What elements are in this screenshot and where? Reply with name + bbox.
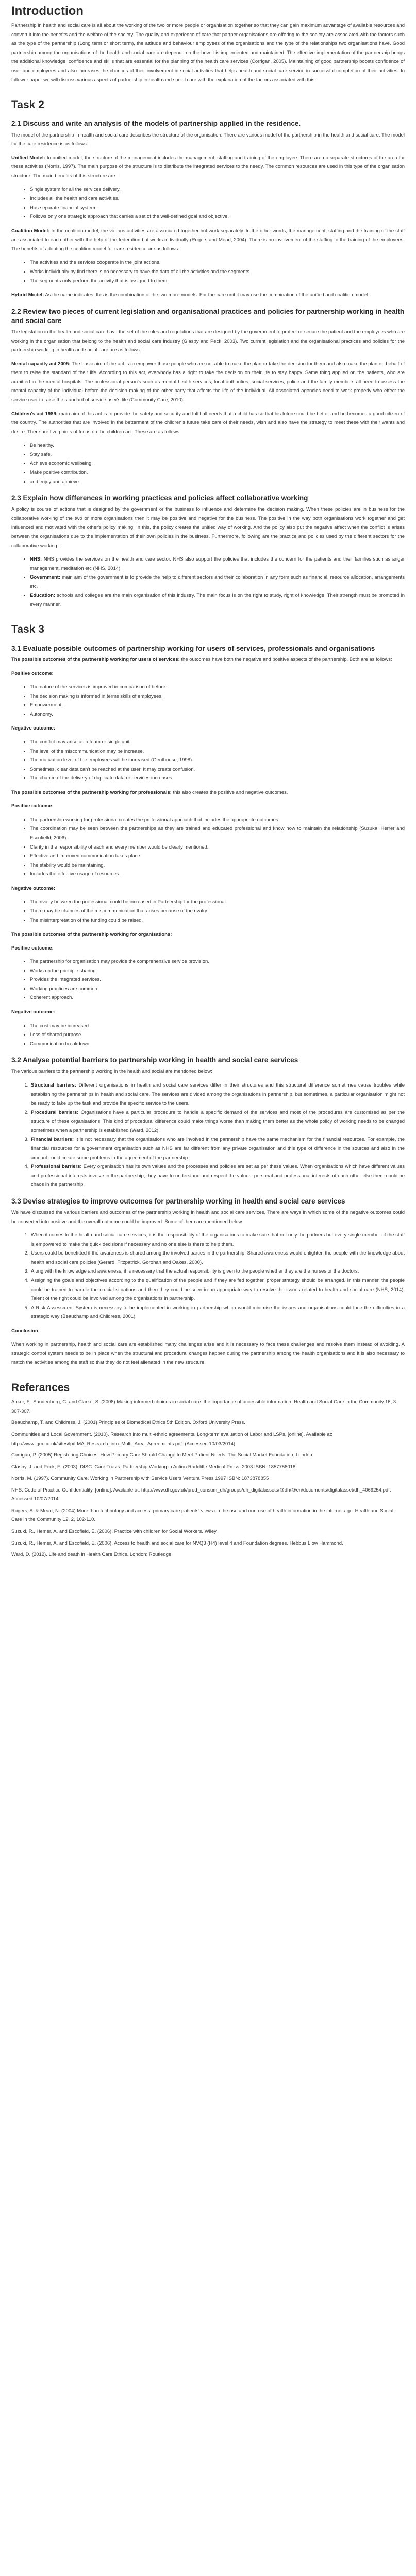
users-outcomes-intro	[11, 655, 405, 665]
section-3-2-intro: The various barriers to the partnership working in the health and social are mentioned below:	[11, 1069, 212, 1075]
section-2-1-heading: 2.1 Discuss and write an analysis of the models of partnership applied in the residence.	[11, 120, 301, 128]
list-item: 3. Along with the knowledge and awareness, it is necessary that the actual responsibility is given to the people whether they are the nurses or the doctors.	[30, 1267, 405, 1276]
list-item: • Empowerment.	[30, 701, 405, 710]
list-item: • and enjoy and achieve.	[30, 478, 405, 487]
conclusion-paragraph: When working in partnership, health and social care are established many challenges arise and it is necessary to face these challenges and resolve them instead of avoiding. A strategic control system needs to be in place when the structural and procedural changes happen during the partnership among the health organisations and it is also necessary to match the activities among the staff so that they do not feel alienated in the new structure.	[11, 1342, 405, 1366]
reference-item: Corrigan, P. (2005) Registering Choices: How Primary Care Should Change to Meet Patient Needs. The Social Market Foundation, London.	[11, 1452, 314, 1459]
list-item: • The activities and the services cooperate in the joint actions.	[30, 258, 405, 267]
list-item: • Make positive contribution.	[30, 468, 405, 478]
list-item: • The segments only perform the activity that is assigned to them.	[30, 277, 405, 286]
list-item-term: Professional barriers:	[31, 1164, 82, 1170]
users-outcomes-text: the outcomes have both the negative and positive aspects of the partnership. Both are as follows:	[179, 657, 392, 663]
list-item: • Autonomy.	[30, 710, 405, 719]
professionals-outcomes-text: this also creates the positive and negative outcomes.	[171, 789, 288, 795]
list-item-term: Financial barriers:	[31, 1137, 74, 1143]
section-3-2-heading: 3.2 Analyse potential barriers to partnership working in health and social care services	[11, 1056, 298, 1064]
professionals-positive-heading: Positive outcome:	[11, 803, 54, 809]
list-item-term: Education:	[30, 592, 56, 599]
section-3-3-intro: We have discussed the various barriers and outcomes of the partnership working in health and social care services. There are ways in which some of the negative outcomes could be converted into positive and the overall outcome could be improved. Some of them are mentioned below:	[11, 1210, 405, 1225]
list-item: • Sometimes, clear data can't be reached at the user. It may create confusion.	[30, 765, 405, 774]
list-item-text: schools and colleges are the main organisation of this industry. The main focus is on the right to study, right of knowledge. Their strength must be promoted in every manner.	[30, 592, 405, 607]
professionals-negative-list	[11, 897, 405, 925]
list-item: • Works on the principle sharing.	[30, 967, 405, 976]
list-item: 1. When it comes to the health and social care services, it is the responsibility of the organisations to make sure that not only the partners but every single member of the staff is empowered to make the quick decisions if necessary and no one else is there to help them.	[30, 1231, 405, 1249]
childrens-act-text: main aim of this act is to provide the safety and security and fulfil all needs that a child has so that his future could be better and he becomes a good citizen of the country. The authorities that are involved in the betterment of the children's future take care of their needs, wish and also have the strategy to meet these with their wants and desire. There are five points of focus on the children act. These are as follows:	[11, 411, 405, 435]
list-item: • The cost may be increased.	[30, 1022, 405, 1031]
barriers-list	[11, 1081, 405, 1190]
organisations-positive-list	[11, 957, 405, 1003]
list-item	[30, 1108, 405, 1136]
list-item: • Effective and improved communication takes place.	[30, 852, 405, 861]
section-2-3-heading: 2.3 Explain how differences in working practices and policies affect collaborative working	[11, 494, 308, 502]
list-item: • Includes the effective usage of resources.	[30, 870, 405, 879]
list-item-term: Structural barriers:	[31, 1082, 76, 1089]
list-item: • Communication breakdown.	[30, 1040, 405, 1049]
list-item-text: Different organisations in health and social care services differ in their structures and this structural difference sometimes cause troubles while establishing the partnerships in health and social care. The services are divided among the organisations in partnership, but sometimes, a particular organisation might not be ready to take up the task and provide the specific service to the users.	[31, 1082, 405, 1107]
list-item-term: NHS:	[30, 556, 42, 563]
references-list	[11, 1398, 405, 1559]
users-negative-heading: Negative outcome:	[11, 725, 55, 732]
section-3-3-heading: 3.3 Devise strategies to improve outcomes for partnership working in health and social care services	[11, 1197, 345, 1205]
unified-model-term: Unified Model:	[11, 155, 45, 161]
list-item: 2. Users could be benefitted if the awareness is shared among the involved parties in the partnership. Shared awareness would enlighten the people with the knowledge about health and social care policies (Gerard, Fitzpatrick, Gorohan and Oakes, 2000).	[30, 1249, 405, 1267]
list-item: • Single system for all the services delivery.	[30, 185, 405, 194]
list-item: • The nature of the services is improved in comparison of before.	[30, 683, 405, 692]
hybrid-model-text: As the name indicates, this is the combination of the two more models. For the care unit it may use the combination of the unified and coalition model.	[44, 292, 369, 298]
hybrid-model-term: Hybrid Model:	[11, 292, 44, 298]
mental-capacity-act-paragraph	[11, 360, 405, 405]
list-item: • Works individually by find there is no necessary to have the data of all the activities and the segments.	[30, 267, 405, 277]
reference-item: Ward, D. (2012). Life and death in Health Care Ethics. London: Routledge.	[11, 1552, 173, 1558]
list-item: • Follows only one strategic approach that carries a set of the well-defined goal and objective.	[30, 212, 405, 222]
list-item	[30, 1162, 405, 1190]
reference-item: Norris, M. (1997). Community Care. Working in Partnership with Service Users Ventura Press 1997 ISBN: 1873878855	[11, 1476, 269, 1482]
strategies-list	[11, 1231, 405, 1321]
childrens-act-paragraph	[11, 410, 405, 437]
professionals-outcomes-term: The possible outcomes of the partnership working for professionals:	[11, 789, 172, 795]
list-item: • The partnership working for professional creates the professional approach that includes the appropriate outcomes.	[30, 816, 405, 825]
list-item: • The coordination may be seen between the partnerships as they are trained and educated professional and know how to maintain the relationship (Suzuka, Herrer and Escofielld, 2006).	[30, 824, 405, 842]
list-item: • The level of the miscommunication may be increase.	[30, 747, 405, 756]
unified-model-paragraph	[11, 154, 405, 181]
list-item: 4. Assigning the goals and objectives according to the qualification of the people and if they are fed together, proper strategy should be arranged. In this manner, the people could be trained to handle the crucial situations and then they could be seen in an appropriate way to resolve the issues related to health and social care (NHS, 2014). Talent of the right could be involved among the organisations in partnership.	[30, 1276, 405, 1303]
list-item	[30, 573, 405, 591]
list-item: • The decision making is informed in terms skills of employees.	[30, 692, 405, 701]
list-item: • The rivalry between the professional could be increased in Partnership for the professional.	[30, 897, 405, 907]
section-2-2-heading: 2.2 Review two pieces of current legislation and organisational practices and policies for partnership working in health and social care	[11, 307, 405, 325]
list-item: 5. A Risk Assessment System is necessary to be implemented in working in partnership which would minimise the issues and organisations could face the difficulties in a strategic way (Beauchamp and Childress, 2001).	[30, 1303, 405, 1321]
coalition-model-term: Coalition Model:	[11, 228, 50, 234]
users-positive-heading: Positive outcome:	[11, 670, 54, 676]
list-item: • Coherent approach.	[30, 993, 405, 1003]
reference-item: Suzuki, R., Hemer, A. and Escofield, E. (2006). Practice with children for Social Workers. Wiley.	[11, 1529, 218, 1535]
list-item	[30, 591, 405, 609]
reference-item: Rogers, A. & Mead, N. (2004) More than technology and access: primary care patients' views on the use and non-use of health information in the internet age. Health and Social Care in the Community 12, 2, 102-110.	[11, 1507, 394, 1523]
references-title: Referances	[11, 1382, 70, 1394]
task2-title: Task 2	[11, 99, 44, 111]
intro-title: Introduction	[11, 4, 84, 18]
list-item: • The motivation level of the employees will be increased (Geuthouse, 1998).	[30, 756, 405, 765]
childrens-act-list	[11, 441, 405, 486]
coalition-model-list	[11, 258, 405, 285]
users-negative-list	[11, 738, 405, 783]
organisations-negative-heading: Negative outcome:	[11, 1009, 55, 1015]
list-item-term: Government:	[30, 574, 61, 581]
list-item: • There may be chances of the miscommunication that arises because of the rivalry.	[30, 907, 405, 916]
section-3-1-heading: 3.1 Evaluate possible outcomes of partnership working for users of services, professionals and organisations	[11, 644, 375, 652]
coalition-model-text: In the coalition model, the various activities are associated together but work separately. In the other words, the management, staffing and the training of the staff are associated to each other with the help of the federation but works individually (Rogers and Mead, 2004). There is no involvement of the staffing to the training of the employees. The benefits of adopting the coalition model for care residence are as follows:	[11, 228, 405, 252]
organisations-positive-heading: Positive outcome:	[11, 945, 54, 951]
professionals-outcomes-intro	[11, 788, 405, 798]
unified-model-text: In unified model, the structure of the management includes the management, staffing and training of the employee. There are no separate structures of the area for these activities (Norris, 1997). The main purpose of the structure is to distribute the integrated services to the needy. The common resources are used in this type of the organisation structure. The main benefits of this structure are:	[11, 155, 405, 179]
list-item: • Be healthy.	[30, 441, 405, 450]
task3-title: Task 3	[11, 623, 44, 636]
list-item: • The chance of the delivery of duplicate data or services increases.	[30, 774, 405, 783]
list-item: • Has separate financial system.	[30, 204, 405, 213]
list-item: • Working practices are common.	[30, 985, 405, 994]
unified-model-list	[11, 185, 405, 221]
list-item-term: Procedural barriers:	[31, 1109, 79, 1115]
list-item: • The conflict may arise as a team or single unit.	[30, 738, 405, 747]
list-item: • The partnership for organisation may provide the comprehensive service provision.	[30, 957, 405, 967]
conclusion-heading: Conclusion	[11, 1328, 38, 1334]
section-2-3-list	[11, 555, 405, 609]
reference-item: Suzuki, R., Hemer, A. and Escofield, E. (2006). Access to health and social care for NVQ3 (H4) level 4 and Foundation degrees. Hebbus Llow Hammond.	[11, 1540, 343, 1546]
users-outcomes-term: The possible outcomes of the partnership working for users of services:	[11, 657, 180, 663]
list-item-text: main aim of the government is to provide the help to different sectors and their collaboration in any form such as financial, resource allocation, arrangements etc.	[30, 574, 405, 589]
list-item: • Stay safe.	[30, 450, 405, 460]
reference-item: Glasby, J. and Peck, E. (2003). DISC. Care Trusts: Partnership Working in Action Radcliffe Medical Press. 2003 ISBN: 1857758018	[11, 1464, 296, 1470]
professionals-positive-list	[11, 816, 405, 879]
list-item-text: Organisations have a particular procedure to handle a specific demand of the services and most of the procedures are customised as per the structure of these organisations. This kind of procedural difference could make things worse than making them better as the whole policy of working needs to be changed sometimes when a partnership is established (Ward, 2012).	[31, 1109, 405, 1133]
organisations-outcomes-intro: The possible outcomes of the partnership working for organisations:	[11, 931, 172, 938]
organisations-negative-list	[11, 1022, 405, 1049]
list-item: • The misinterpretation of the funding could be raised.	[30, 916, 405, 925]
professionals-negative-heading: Negative outcome:	[11, 885, 55, 891]
list-item-text: Every organisation has its own values and the processes and policies are set as per these values. When organisations which have different values and professional interests involve in the partnership, they have to understand and respect the values, personal and professional interests of each other else there could be chaos in the partnership.	[31, 1164, 405, 1188]
list-item: • Provides the integrated services.	[30, 975, 405, 985]
reference-item: Communities and Local Government. (2010). Research into multi-ethnic agreements. Long-term evaluation of Labor and LSPs. [online]. Available at: http://www.lgm.co.uk/sites/lp/LMA_Research_into_Multi_Area_Agreements.pdf. (Accessed 10/03/2014)	[11, 1431, 332, 1447]
section-2-2-intro: The legislation in the health and social care have the set of the rules and regulations that are designed by the government to protect or secure the patient and the employees who are working in the organisation that belong to the health and social care industry (Glasby and Peck, 2003). Two current legislation and the organisational practices and policies for the partnership working in health and social care are as follows:	[11, 329, 405, 353]
list-item	[30, 555, 405, 573]
reference-item: NHS. Code of Practice Confidentiality. [online]. Available at: http://www.dh.gov.uk/prod_consum_dh/groups/dh_digitalassets/@dh/@en/documents/digitalasset/dh_4069254.pdf. Accessed 10/07/2014	[11, 1487, 391, 1502]
list-item: • Achieve economic wellbeing.	[30, 459, 405, 468]
section-2-3-intro: A policy is course of actions that is designed by the government or the business to influence and determine the decision making. When these policies are in business for the collaborative working of the two or more organisations then it may be positive and negative for the business. The positive in the way both organisations work together and get influenced and motivated with the other's policy making. In this, the policy creates the unified way of working. And the policy also put the negative affect when the conflict is arises between the organisations due to the implementation of their own policies in the business. Furthermore, following are the practice and policies used by the different sectors for the collaborative working:	[11, 506, 405, 549]
section-2-1-intro: The model of the partnership in health and social care describes the structure of the organisation. There are various model of the partnership in the health and social care. The model for the care residence is as follows:	[11, 132, 405, 147]
list-item: • Clarity in the responsibility of each and every member would be clearly mentioned.	[30, 843, 405, 852]
mental-capacity-act-text: The basic aim of the act is to empower those people who are not able to make the plan or take the decision for them and also make the plan on behalf of them to raise the standard of their life. According to this act, everybody has a right to take the decision on their life to stay happy. Same thing applied on the patients, who are admitted in the mental hospitals. The professional person's such as mental health services, local authorities, social services, police and the family members all need to assess the mental capacity of the individual before the decision making of the other party that affects the life of the individual. All associated agencies need to work properly who effect the service user to raise the standard of service user's life (Community Care, 2010).	[11, 361, 405, 403]
list-item: • Includes all the health and care activities.	[30, 194, 405, 204]
list-item: • Loss of shared purpose.	[30, 1030, 405, 1040]
childrens-act-term: Children's act 1989:	[11, 411, 58, 417]
users-positive-list	[11, 683, 405, 719]
intro-paragraph: Partnership in health and social care is all about the working of the two or more people or organisation together so that they can gain maximum advantage of available resources and convert it into the benefits and the welfare of the society. The quality and experience of care that partner organisations are offering to the society are associated with the factors such as the type of the partnership (Long term or short term), the attitude and behaviour employees of the organisations and the type of the relationships two organisations have. Good partnership among the organisations of the health and social care are depends on the how it is implemented and maintained. The effective implementation of the partnership brings the additional knowledge, confidence and skills that are essential for the planning of the health care services (Corrigan, 2005). Maintaining of good partnership boosts confidence of user and employees and also increases the chances of their involvement in social activities that helps health and social care service in successful completion of their activities. In follower paper we will discuss various aspects of partnership in health and social care with the explanation of the factors associated with this.	[11, 23, 405, 83]
coalition-model-paragraph	[11, 227, 405, 254]
list-item-text: NHS provides the services on the health and care sector. NHS also support the policies that includes the concern for the patients and their families such as anger management, meditation etc (NHS, 2014).	[30, 556, 405, 571]
list-item	[30, 1081, 405, 1108]
reference-item: Beauchamp, T. and Childress, J. (2001) Principles of Biomedical Ethics 5th Edition. Oxford University Press.	[11, 1420, 245, 1426]
mental-capacity-act-term: Mental capacity act 2005:	[11, 361, 71, 367]
list-item	[30, 1135, 405, 1162]
list-item-text: It is not necessary that the organisations who are involved in the partnership have the same mechanism for the financial resources. For example, the financial resources for a government organisation such as NHS are far different from any private organisation and this type of difference in the sources and also in the amount could create some problems in the agreement of the partnership.	[31, 1137, 405, 1161]
hybrid-model-paragraph	[11, 291, 405, 300]
reference-item: Anker, F., Sandenberg, C. and Clarke, S. (2008) Making informed choices in social care: the importance of accessible information. Health and Social Care in the Community 16, 3. 307-307.	[11, 1399, 397, 1414]
list-item: • The stability would be maintaining.	[30, 861, 405, 870]
